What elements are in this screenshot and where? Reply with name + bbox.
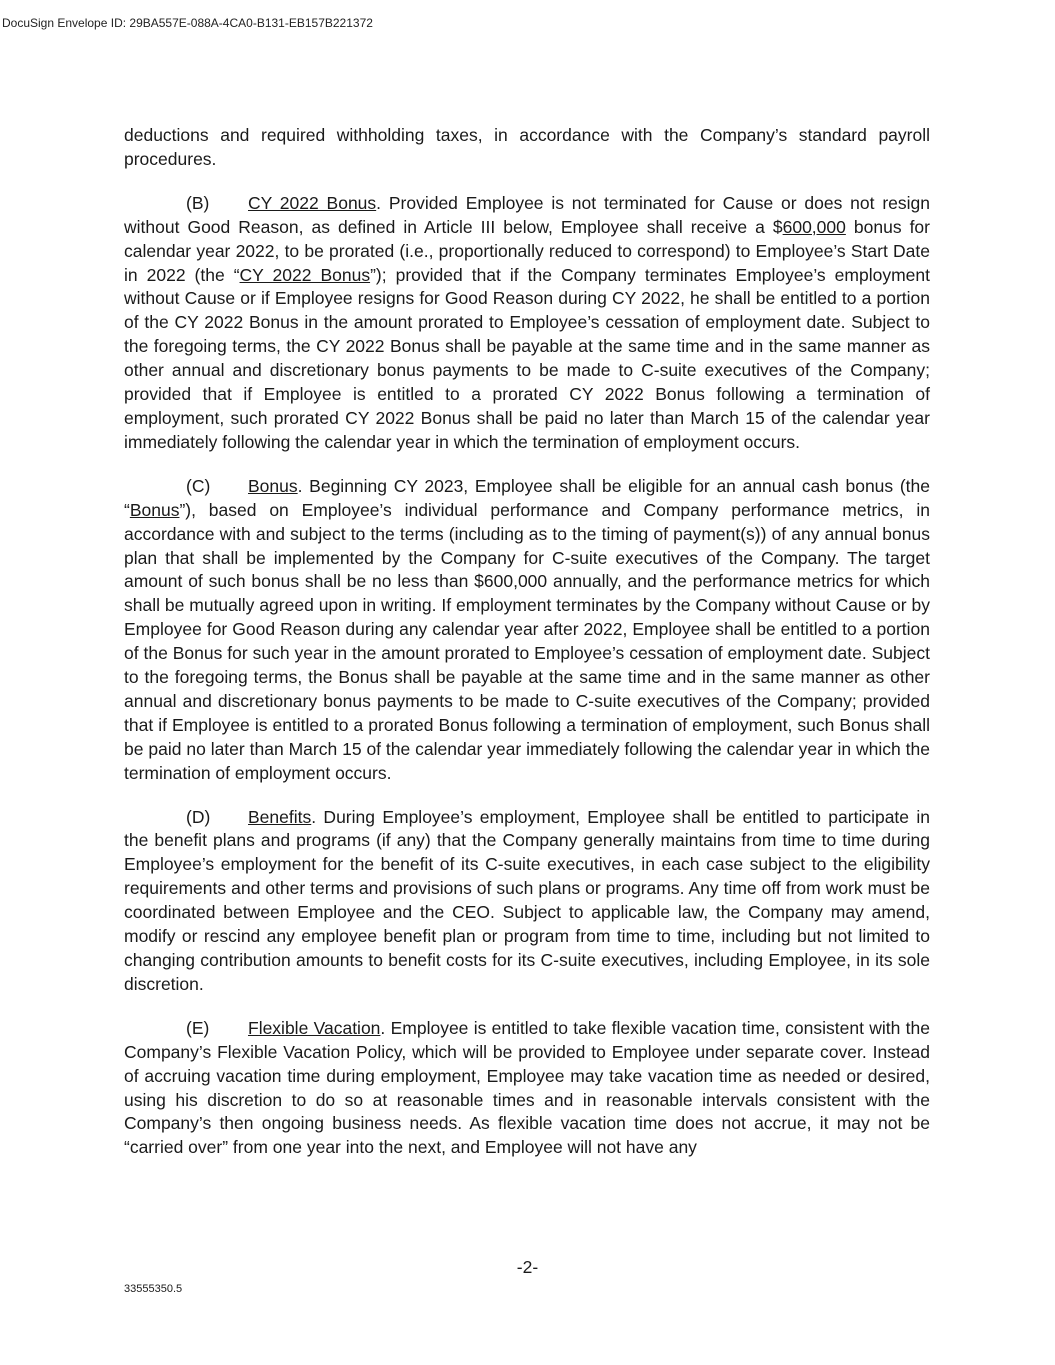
section-b-cy2022-bonus bbox=[124, 192, 930, 455]
page-number: -2- bbox=[516, 1257, 539, 1277]
docusign-envelope-id: DocuSign Envelope ID: 29BA557E-088A-4CA0-B131-EB157B221372 bbox=[2, 16, 373, 30]
section-text: . Beginning CY 2023, Employee shall be eligible for an annual cash bonus (the “ bbox=[124, 475, 930, 520]
section-label: (B) bbox=[186, 192, 210, 213]
section-text: ”), based on Employee’s individual performance and Company performance metrics, in accordance with and subject to the terms (including as to the timing of payment(s)) of any annual bonus plan that shall be implemented by the Company for C-suite executives of the Company. The target amount of such bonus shall be no less than $600,000 annually, and the performance metrics for which shall be mutually agreed upon in writing. If employment terminates by the Company without Cause or by Employee for Good Reason during any calendar year after 2022, Employee shall be entitled to a portion of the Bonus for such year in the amount prorated to Employee’s cessation of employment date. Subject to the foregoing terms, the Bonus shall be payable at the same time and in the same manner as other annual and discretionary bonus payments to be made to C-suite executives of the Company; provided that if Employee is entitled to a prorated Bonus following a termination of employment, such Bonus shall be paid no later than March 15 of the calendar year immediately following the calendar year in which the termination of employment occurs. bbox=[124, 499, 930, 783]
defined-term: CY 2022 Bonus bbox=[239, 264, 371, 285]
intro-paragraph: deductions and required withholding taxes, in accordance with the Company’s standard payroll procedures. bbox=[124, 125, 930, 169]
defined-term: Bonus bbox=[129, 499, 180, 520]
section-c-bonus bbox=[124, 475, 930, 786]
section-d-benefits bbox=[124, 806, 930, 997]
section-text: . Provided Employee is not terminated for Cause or does not resign without Good Reason, as defined in Article III below, Employee shall receive a $ bbox=[124, 192, 930, 237]
section-title: CY 2022 Bonus bbox=[248, 192, 377, 213]
section-text: ”); provided that if the Company terminates Employee’s employment without Cause or if Employee resigns for Good Reason during CY 2022, he shall be entitled to a portion of the CY 2022 Bonus in the amount prorated to Employee’s cessation of employment date. Subject to the foregoing terms, the CY 2022 Bonus shall be payable at the same time and in the same manner as other annual and discretionary bonus payments to be made to C-suite executives of the Company; provided that if Employee is entitled to a prorated CY 2022 Bonus following a termination of employment, such prorated CY 2022 Bonus shall be paid no later than March 15 of the calendar year immediately following the calendar year in which the termination of employment occurs. bbox=[124, 264, 930, 452]
document-number: 33555350.5 bbox=[124, 1283, 183, 1295]
section-text: . Employee is entitled to take flexible vacation time, consistent with the Company’s Flexible Vacation Policy, which will be provided to Employee under separate cover. Instead of accruing vacation time during employment, Employee may take vacation time as needed or desired, using his discretion to do so at reasonable times and in reasonable intervals consistent with the Company’s then ongoing business needs. As flexible vacation time does not accrue, it may not be “carried over” from one year into the next, and Employee will not have any bbox=[124, 1017, 930, 1158]
bonus-amount: 600,000 bbox=[782, 216, 846, 237]
section-e-flexible-vacation bbox=[124, 1017, 930, 1160]
section-label: (C) bbox=[186, 475, 211, 496]
section-label: (E) bbox=[186, 1017, 210, 1038]
section-text: bonus for calendar year 2022, to be prorated (i.e., proportionally reduced to correspond) to Employee’s Start Date in 2022 (the “ bbox=[124, 216, 930, 285]
section-text: . During Employee’s employment, Employee shall be entitled to participate in the benefit plans and programs (if any) that the Company generally maintains from time to time during Employee’s employment for the benefit of its C-suite executives, in each case subject to the eligibility requirements and other terms and provisions of such plans or programs. Any time off from work must be coordinated between Employee and the CEO. Subject to applicable law, the Company may amend, modify or rescind any employee benefit plan or program from time to time, including but not limited to changing contribution amounts to benefit costs for its C-suite executives, including Employee, in its sole discretion. bbox=[124, 806, 930, 994]
section-title: Benefits bbox=[248, 806, 312, 827]
document-body bbox=[124, 124, 930, 1180]
section-label: (D) bbox=[186, 806, 211, 827]
section-title: Bonus bbox=[248, 475, 298, 496]
section-title: Flexible Vacation bbox=[248, 1017, 381, 1038]
